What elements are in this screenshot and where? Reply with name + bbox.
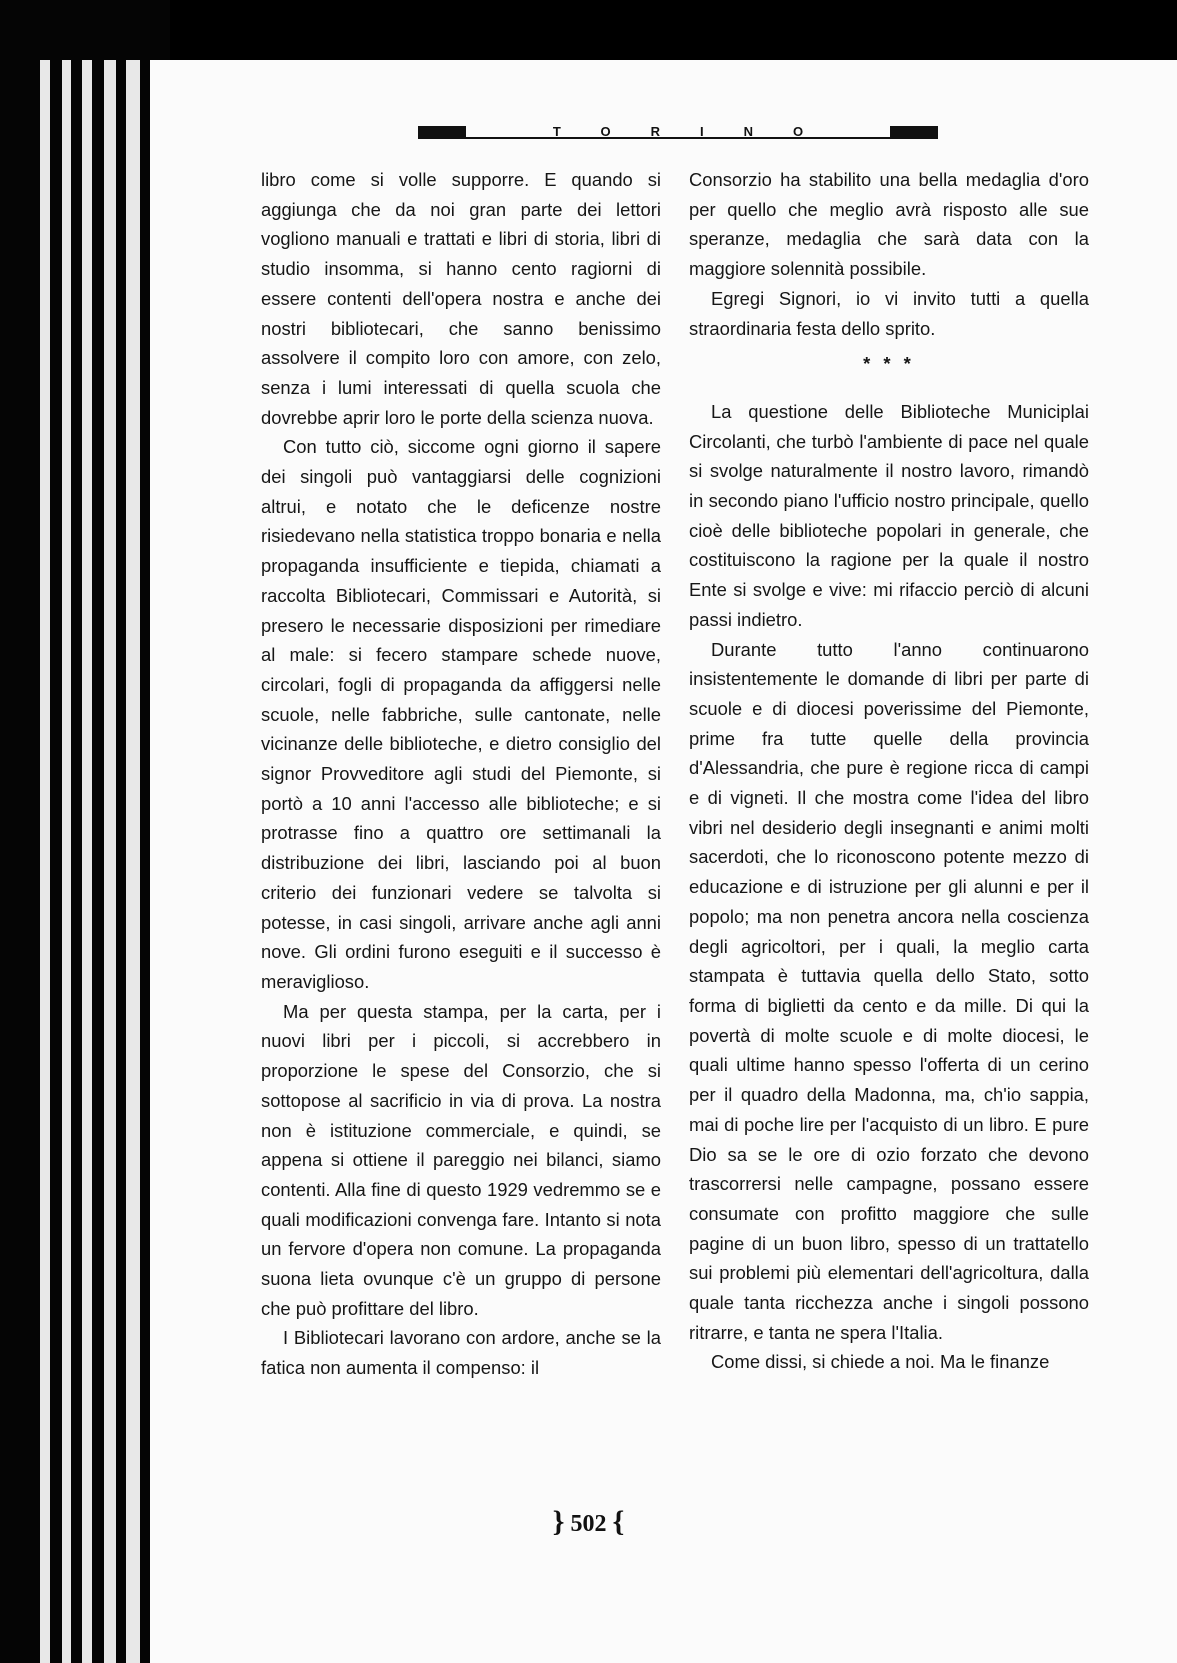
paragraph: libro come si volle supporre. E quando si aggiunga che da noi gran parte dei lettori vogliono manuali e trattati e libri di storia, libri di studio insomma, si hanno cento ragiorni di essere contenti dell'opera nostra e anche dei nostri bibliotecari, che sanno benissimo assolvere il compito loro con amore, con zelo, senza i lumi interessati di quella scuola che dovrebbe aprir loro le porte della scienza nuova. [261, 169, 661, 428]
paragraph: Egregi Signori, io vi invito tutti a quella straordinaria festa dello sprito. [689, 287, 1089, 339]
running-head-title: TORINO [552, 123, 844, 139]
paragraph: La questione delle Biblioteche Municiplai Circolanti, che turbò l'ambiente di pace nel quale si svolge naturalmente il nostro lavoro, rimandò in secondo piano l'ufficio nostro principale, quello cioè delle biblioteche popolari in generale, che costituiscono la ragione per la quale il nostro Ente si svolge e vive: mi rifaccio perciò di alcuni passi indietro. [689, 400, 1089, 630]
header-ornament-right [890, 126, 938, 138]
paragraph: Con tutto ciò, siccome ogni giorno il sapere dei singoli può vantaggiarsi delle cognizioni altrui, e notato che le deficenze nostre risiedevano nella statistica troppo bonaria e nella propaganda insufficiente e tiepida, chiamati a raccolta Bibliotecari, Commissari e Autorità, si presero le necessarie disposizioni per rimediare al male: si fecero stampare schede nuove, circolari, fogli di propaganda da affiggersi nelle scuole, nelle fabbriche, sulle cantonate, nelle vicinanze delle biblioteche, e dietro consiglio del signor Provveditore agli studi del Piemonte, si portò a 10 anni l'accesso alle biblioteche; e si protrasse fino a quattro ore settimanali la distribuzione dei libri, lasciando poi al buon criterio dei funzionari vedere se talvolta si potesse, in casi singoli, arrivare anche agli anni nove. Gli ordini furono eseguiti e il successo è meraviglioso. [261, 436, 661, 992]
paragraph: Durante tutto l'anno continuarono insistentemente le domande di libri per parte di scuole e di diocesi poverissime del Piemonte, prime fra tutte quelle della provincia d'Alessandria, che pure è regione ricca di campi e di vigneti. Il che mostra come l'idea del libro vibri nel desiderio degli insegnanti e animi molti sacerdoti, che lo riconoscono potente mezzo di educazione e di istruzione per gli alunni e per il popolo; ma non penetra ancora nella coscienza degli agricoltori, per i quali, la meglio carta stampata è tuttavia quella dello Stato, sotto forma di biglietti da cento e da mille. Di qui la povertà di molte scuole e di molte diocesi, le quali ultime hanno spesso l'offerta di un cerino per il quadro della Madonna, ma, ch'io sappia, mai di poche lire per l'acquisto di un libro. E pure Dio sa se le ore di ozio forzato che devono trascorrersi nelle campagne, possano essere consumate con profitto maggiore che sulle pagine di un buon libro, spesso di un trattatello sui problemi più elementari dell'agricoltura, dalla quale tanta ricchezza anche i singoli possono ritrarre, e tanta ne spera l'Italia. [689, 638, 1089, 1343]
paragraph: Ma per questa stampa, per la carta, per i nuovi libri per i piccoli, si accrebbero in proporzione le spese del Consorzio, che si sottopose al sacrificio in via di prova. La nostra non è istituzione commerciale, e quindi, se appena si ottiene il pareggio nei bilanci, siamo contenti. Alla fine di questo 1929 vedremmo se e quali modificazioni convenga fare. Intanto si nota un fervore d'opera non comune. La propaganda suona lieta ovunque c'è un gruppo di persone che può profittare del libro. [261, 1000, 661, 1319]
page-number: 502 [570, 1511, 607, 1537]
paragraph: Consorzio ha stabilito una bella medaglia d'oro per quello che meglio avrà risposto alle sue speranze, medaglia che sarà data con la maggiore solennità possibile. [689, 169, 1089, 280]
left-column [261, 165, 661, 1383]
page-edge-strip [104, 60, 116, 1663]
section-separator: * * * [863, 353, 915, 375]
scan-shadow-corner [1060, 0, 1177, 60]
page-edge-strip [126, 60, 140, 1663]
scan-shadow-top [150, 0, 1060, 60]
page-edge-strip [62, 60, 71, 1663]
header-ornament-left [418, 126, 466, 138]
page-number-block [0, 1505, 1177, 1539]
folio-ornament-right: { [612, 1505, 625, 1538]
page-edge-strip [40, 60, 50, 1663]
page-edge-strip [82, 60, 92, 1663]
folio-ornament-left: } [552, 1505, 565, 1538]
running-head [418, 122, 938, 140]
paragraph: I Bibliotecari lavorano con ardore, anche se la fatica non aumenta il compenso: il [261, 1327, 661, 1379]
book-edge [0, 0, 170, 1663]
paragraph: Come dissi, si chiede a noi. Ma le finanze [711, 1351, 1050, 1373]
right-column [689, 165, 1089, 1377]
